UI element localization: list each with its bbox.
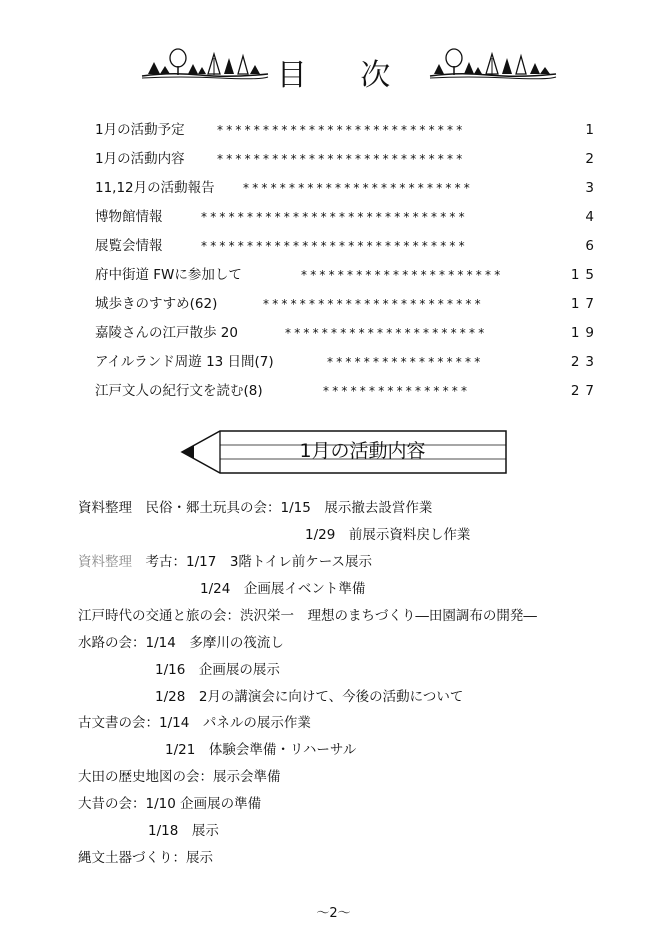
toc-label: 11,12月の活動報告 [95, 180, 215, 196]
toc-leader: ********************** [285, 326, 488, 340]
toc-row [95, 148, 600, 170]
toc-label: 展覧会情報 [95, 238, 163, 254]
toc-label: 江戸文人の紀行文を読む(8) [95, 383, 263, 399]
trees-right-illustration [428, 46, 558, 80]
activity-line: 1/21 体験会準備・リハーサル [165, 742, 357, 758]
toc-leader: *************************** [217, 123, 466, 137]
activity-prefix: 資料整理 [78, 554, 132, 570]
toc-leader: **************** [323, 384, 471, 398]
toc-row [95, 293, 600, 315]
activity-line: 1/18 展示 [148, 823, 219, 839]
toc-label: 1月の活動内容 [95, 151, 185, 167]
toc-row [95, 206, 600, 228]
toc-leader: ************************* [243, 181, 473, 195]
activity-line [78, 552, 372, 572]
toc-label: 府中街道 FWに参加して [95, 267, 242, 283]
toc-row [95, 235, 600, 257]
activity-line: 1/28 2月の講演会に向けて、今後の活動について [155, 689, 464, 705]
toc-leader: ***************************** [201, 210, 468, 224]
toc-row [95, 322, 600, 344]
activity-line: 資料整理 民俗・郷土玩具の会：1/15 展示撤去設営作業 [78, 500, 433, 516]
activity-text: 考古：1/17 3階トイレ前ケース展示 [132, 554, 373, 570]
toc-page: 4 [585, 209, 600, 225]
activity-line: 古文書の会：1/14 パネルの展示作業 [78, 715, 311, 731]
toc-leader: ***************** [327, 355, 484, 369]
toc-page: 17 [570, 296, 600, 312]
activity-line: 縄文土器づくり：展示 [78, 850, 213, 866]
activity-line: 大昔の会：1/10 企画展の準備 [78, 796, 262, 812]
activity-line: 江戸時代の交通と旅の会：渋沢栄一 理想のまちづくり―田園調布の開発― [78, 608, 537, 624]
toc-label: 城歩きのすすめ(62) [95, 296, 218, 312]
toc-page: 23 [570, 354, 600, 370]
activity-line: 1/16 企画展の展示 [155, 662, 280, 678]
toc-row [95, 380, 600, 402]
toc-page: 19 [570, 325, 600, 341]
toc-leader: ********************** [301, 268, 504, 282]
toc-title: 目 次 [276, 58, 413, 93]
activity-line: 1/24 企画展イベント準備 [200, 581, 366, 597]
toc-label: 博物館情報 [95, 209, 163, 225]
toc-leader: ***************************** [201, 239, 468, 253]
toc-row [95, 351, 600, 373]
page-number: ～2～ [316, 906, 351, 921]
activity-line: 水路の会：1/14 多摩川の筏流し [78, 635, 284, 651]
toc-row [95, 119, 600, 141]
toc-leader: ************************ [263, 297, 484, 311]
section-title: 1月の活動内容 [299, 440, 426, 462]
activity-line: 1/29 前展示資料戻し作業 [305, 527, 471, 543]
toc-page: 3 [585, 180, 600, 196]
toc-page: 6 [585, 238, 600, 254]
toc-page: 15 [570, 267, 600, 283]
toc-label: 1月の活動予定 [95, 122, 185, 138]
activity-line: 大田の歴史地図の会：展示会準備 [78, 769, 281, 785]
toc-page: 1 [585, 122, 600, 138]
toc-label: 嘉陵さんの江戸散歩 20 [95, 325, 238, 341]
toc-page: 2 [585, 151, 600, 167]
toc-leader: *************************** [217, 152, 466, 166]
toc-row [95, 177, 600, 199]
toc-row [95, 264, 600, 286]
toc-page: 27 [570, 383, 600, 399]
toc-label: アイルランド周遊 13 日間(7) [95, 354, 274, 370]
